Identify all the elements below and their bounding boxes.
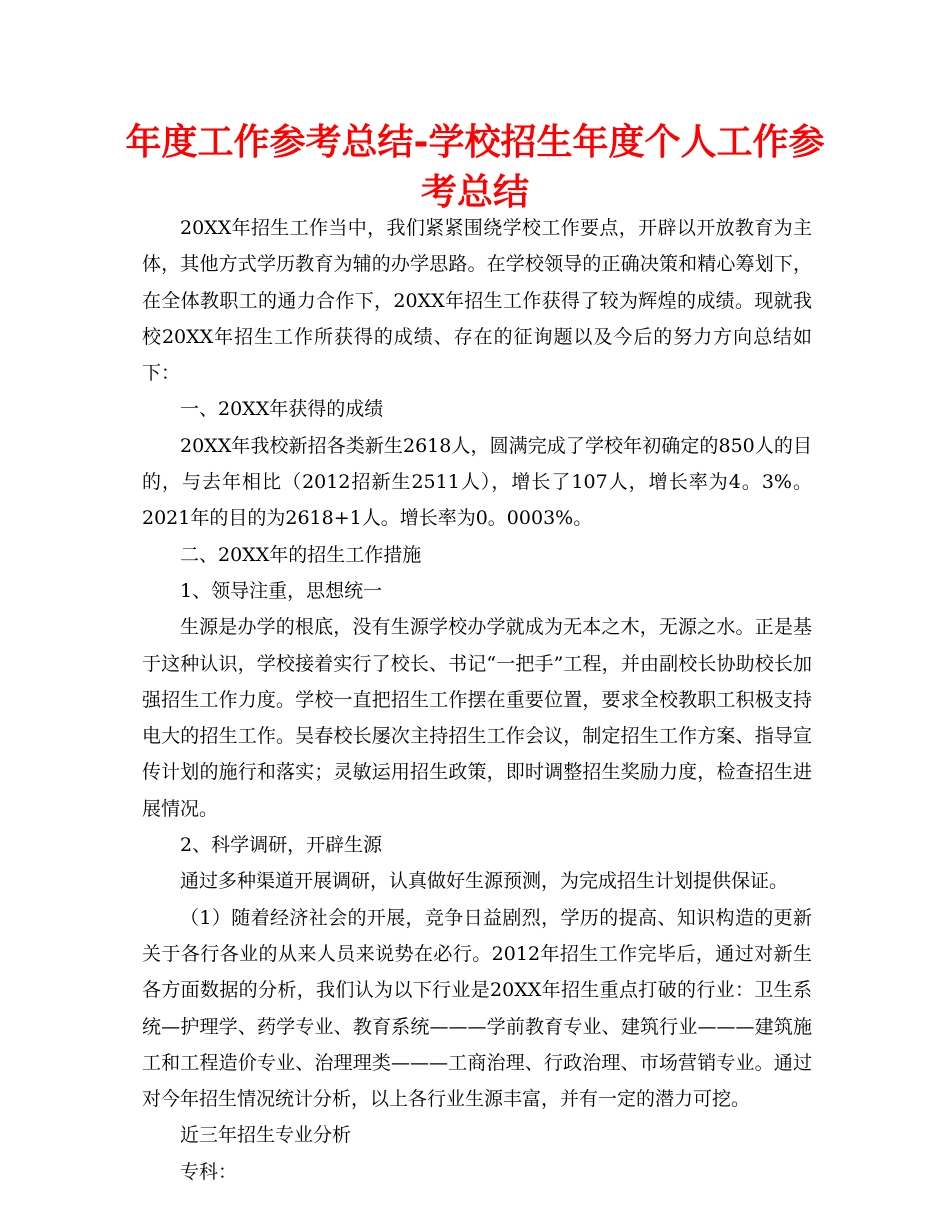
subheading-leadership: 1、领导注重，思想统一 bbox=[180, 579, 383, 602]
paragraph-research: 通过多种渠道开展调研，认真做好生源预测，为完成招生计划提供保证。 bbox=[180, 870, 789, 893]
paragraph-achievements: 20XX年我校新招各类新生2618人，圆满完成了学校年初确定的850人的目的，与去年相比（2012招新生2511人），增长了107人，增长率为4。3%。2021年的目的为2618+1人。增长率为0。0003%。 bbox=[142, 434, 812, 530]
section-heading-achievements: 一、20XX年获得的成绩 bbox=[180, 398, 384, 421]
paragraph-leadership: 生源是办学的根底，没有生源学校办学就成为无本之木，无源之水。正是基于这种认识，学校接着实行了校长、书记“一把手”工程，并由副校长协助校长加强招生工作力度。学校一直把招生工作摆在重要位置，要求全校教职工积极支持电大的招生工作。吴春校长屡次主持招生工作会议，制定招生工作方案、指导宣传计划的施行和落实；灵敏运用招生政策，即时调整招生奖励力度，检查招生进展情况。 bbox=[142, 616, 812, 820]
document-title: 年度工作参考总结-学校招生年度个人工作参考总结 bbox=[125, 122, 825, 213]
paragraph-analysis-heading: 近三年招生专业分析 bbox=[180, 1124, 352, 1147]
document-body bbox=[142, 210, 812, 1190]
subheading-research: 2、科学调研，开辟生源 bbox=[180, 834, 383, 857]
paragraph-specialty: 专科： bbox=[180, 1160, 238, 1183]
paragraph-industries: （1）随着经济社会的开展，竞争日益剧烈，学历的提高、知识构造的更新关于各行各业的从来人员来说势在必行。2012年招生工作完毕后，通过对新生各方面数据的分析，我们认为以下行业是20XX年招生重点打破的行业：卫生系统—护理学、药学专业、教育系统———学前教育专业、建筑行业———建筑施工和工程造价专业、治理理类———工商治理、行政治理、市场营销专业。通过对今年招生情况统计分析，以上各行业生源丰富，并有一定的潜力可挖。 bbox=[142, 906, 812, 1111]
paragraph-intro: 20XX年招生工作当中，我们紧紧围绕学校工作要点，开辟以开放教育为主体，其他方式学历教育为辅的办学思路。在学校领导的正确决策和精心筹划下，在全体教职工的通力合作下，20XX年招生工作获得了较为辉煌的成绩。现就我校20XX年招生工作所获得的成绩、存在的征询题以及今后的努力方向总结如下： bbox=[142, 217, 812, 385]
section-heading-measures: 二、20XX年的招生工作措施 bbox=[180, 543, 422, 566]
